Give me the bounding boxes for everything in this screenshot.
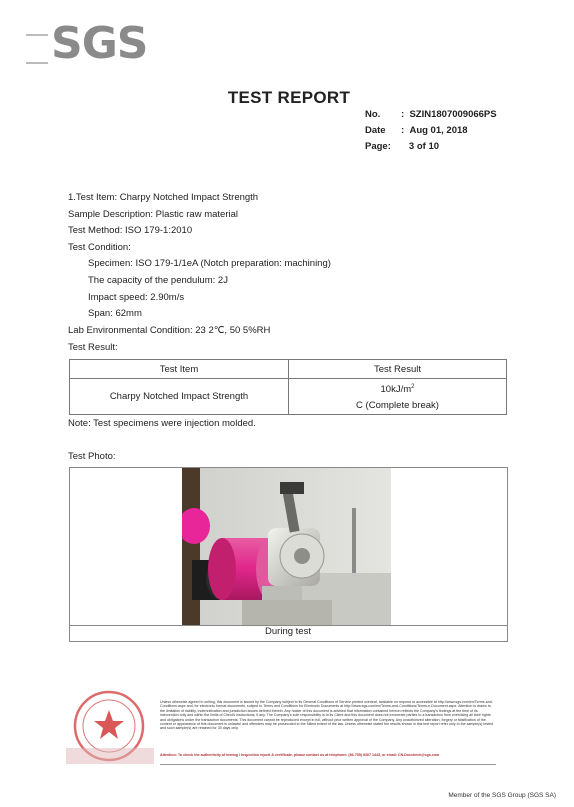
report-date: Date : Aug 01, 2018 xyxy=(365,125,468,136)
specimen: Specimen: ISO 179-1/1eA (Notch preparation: machining) xyxy=(88,258,331,269)
page-label: Page: xyxy=(365,141,391,152)
row-test-item: Charpy Notched Impact Strength xyxy=(70,379,289,415)
row-test-result xyxy=(289,379,507,415)
date-value: Aug 01, 2018 xyxy=(409,125,468,136)
test-photo-image xyxy=(182,468,391,625)
test-method: Test Method: ISO 179-1:2010 xyxy=(68,225,193,236)
result-value: 10kJ/m xyxy=(380,384,412,396)
sgs-member-line: Member of the SGS Group (SGS SA) xyxy=(448,792,556,799)
test-photo xyxy=(182,468,391,625)
no-value: SZIN1807009066PS xyxy=(409,109,497,120)
no-label: No. xyxy=(365,109,381,120)
photo-caption: During test xyxy=(265,626,311,637)
date-label: Date xyxy=(365,125,386,136)
sample-description: Sample Description: Plastic raw material xyxy=(68,209,239,220)
logo-text: SGS xyxy=(48,22,151,66)
note: Note: Test specimens were injection molded. xyxy=(68,418,256,429)
span: Span: 62mm xyxy=(88,308,142,319)
report-title xyxy=(0,88,574,108)
report-no: No. : SZIN1807009066PS xyxy=(365,109,497,120)
table-header-row xyxy=(70,360,507,379)
report-page xyxy=(365,141,439,152)
page-value: 3 of 10 xyxy=(408,141,440,152)
footer-disclaimer: Unless otherwise agreed in writing, this document is issued by the Company subject to its General Conditions of Service printed overleaf, available on request or accessible at http://www.sgs.com/en/Terms-and-Conditions.aspx and, for electronic format documents, subject to Terms and Conditions for Electronic Documents at http://www.sgs.com/en/Terms-and-Conditions/Terms-e-Document.aspx. Attention is drawn to the limitation of liability, indemnification and jurisdiction issues defined therein. Any holder of this document is advised that information contained hereon reflects the Company's findings at the time of its intervention only and within the limits of Client's instructions, if any. The Company's sole responsibility is to its Client and this document does not exonerate parties to a transaction from exercising all their rights and obligations under the transaction documents. This document cannot be reproduced except in full, without prior written approval of the Company. Any unauthorized alteration, forgery or falsification of the content or appearance of this document is unlawful and offenders may be prosecuted to the fullest extent of the law. Unless otherwise stated the results shown in this test report refer only to the sample(s) tested and such sample(s) are retained for 30 days only. xyxy=(160,700,494,731)
lab-environment: Lab Environmental Condition: 23 2℃, 50 5%RH xyxy=(68,325,271,336)
test-photo-heading: Test Photo: xyxy=(68,451,116,462)
footer-divider xyxy=(160,764,496,765)
footer-attention: Attention: To check the authenticity of testing / inspection report & certificate, please contact us at telephone: (86-755) 8307 1443, or email: CN.Doccheck@sgs.com xyxy=(160,753,440,757)
result-mode: C (Complete break) xyxy=(356,399,439,411)
test-condition: Test Condition: xyxy=(68,242,131,253)
test-item: 1.Test Item: Charpy Notched Impact Strength xyxy=(68,192,259,203)
company-stamp xyxy=(62,688,157,768)
stamp-seal-icon xyxy=(62,688,157,768)
test-result-heading: Test Result: xyxy=(68,342,118,353)
table-row xyxy=(70,379,507,415)
sgs-logo xyxy=(26,14,148,70)
impact-speed: Impact speed: 2.90m/s xyxy=(88,292,185,303)
header-test-result: Test Result xyxy=(289,360,507,379)
report-title-text: TEST REPORT xyxy=(227,88,351,107)
header-test-item: Test Item xyxy=(70,360,289,379)
result-unit-sup: 2 xyxy=(411,384,415,391)
pendulum-capacity: The capacity of the pendulum: 2J xyxy=(88,275,228,286)
result-table xyxy=(69,359,507,415)
